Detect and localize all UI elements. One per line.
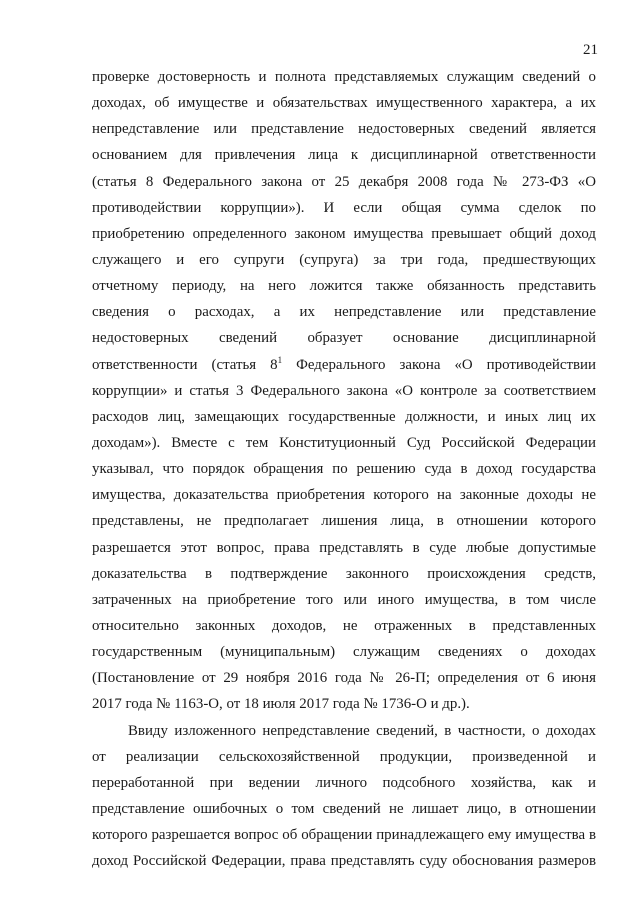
text-line: государственным (муниципальным) служащим сведениях о доходах bbox=[92, 644, 596, 661]
text-line: непредставление или представление недостоверных сведений является bbox=[92, 121, 596, 138]
document-body bbox=[92, 64, 596, 874]
text-line: служащего и его супруги (супруга) за три года, предшествующих bbox=[92, 251, 596, 268]
paragraph-2 bbox=[92, 718, 596, 875]
text-line: представлены, не предполагает лишения лица, в отношении которого bbox=[92, 513, 596, 530]
text-line: затраченных на приобретение того или иного имущества, в том числе bbox=[92, 591, 596, 608]
text-line-with-superscript bbox=[92, 352, 596, 378]
text-line: доход Российской Федерации, права представлять суду обоснования размеров bbox=[92, 853, 596, 870]
text-line: представление ошибочных о том сведений не лишает лицо, в отношении bbox=[92, 800, 596, 817]
text-line: переработанной при ведении личного подсобного хозяйства, как и bbox=[92, 774, 596, 791]
text-line: противодействии коррупции»). И если общая сумма сделок по bbox=[92, 199, 596, 216]
superscript-mark: 1 bbox=[277, 354, 283, 365]
text-line: основанием для привлечения лица к дисциплинарной ответственности bbox=[92, 147, 596, 164]
text-line: доходам»). Вместе с тем Конституционный Суд Российской Федерации bbox=[92, 434, 596, 451]
text-line: приобретению определенного законом имущества превышает общий доход bbox=[92, 225, 596, 242]
text-line: 2017 года № 1163-О, от 18 июля 2017 года № 1736-О и др.). bbox=[92, 696, 470, 713]
text-line: разрешается этот вопрос, права представлять в суде любые допустимые bbox=[92, 539, 596, 556]
text-line: доказательства в подтверждение законного происхождения средств, bbox=[92, 565, 596, 582]
text-line: отчетному периоду, на него ложится также обязанность представить bbox=[92, 278, 596, 295]
line-prefix: ответственности (статья 8 bbox=[92, 356, 278, 373]
text-line: указывал, что порядок обращения по решению суда в доход государства bbox=[92, 461, 596, 478]
text-line: недостоверных сведений образует основание дисциплинарной bbox=[92, 330, 596, 347]
text-line: проверке достоверность и полнота представляемых служащим сведений о bbox=[92, 69, 596, 85]
text-line: коррупции» и статья 3 Федерального закона «О контроле за соответствием bbox=[92, 382, 596, 399]
page-number: 21 bbox=[583, 42, 598, 58]
line-suffix: Федерального закона «О противодействии bbox=[282, 356, 596, 373]
text-line: расходов лиц, замещающих государственные должности, и иных лиц их bbox=[92, 408, 596, 425]
text-line: относительно законных доходов, не отраженных в представленных bbox=[92, 617, 596, 634]
text-line: (статья 8 Федерального закона от 25 декабря 2008 года № 273-ФЗ «О bbox=[92, 173, 596, 190]
text-line: доходах, об имуществе и обязательствах имущественного характера, а их bbox=[92, 95, 596, 112]
text-line: имущества, доказательства приобретения которого на законные доходы не bbox=[92, 487, 596, 504]
text-line: которого разрешается вопрос об обращении принадлежащего ему имущества в bbox=[92, 827, 596, 844]
paragraph-1 bbox=[92, 64, 596, 718]
text-line: Ввиду изложенного непредставление сведений, в частности, о доходах bbox=[128, 722, 596, 739]
text-line: (Постановление от 29 ноября 2016 года № 26-П; определения от 6 июня bbox=[92, 670, 596, 687]
text-line: сведения о расходах, а их непредставление или представление bbox=[92, 304, 596, 321]
text-line: от реализации сельскохозяйственной продукции, произведенной и bbox=[92, 748, 596, 765]
